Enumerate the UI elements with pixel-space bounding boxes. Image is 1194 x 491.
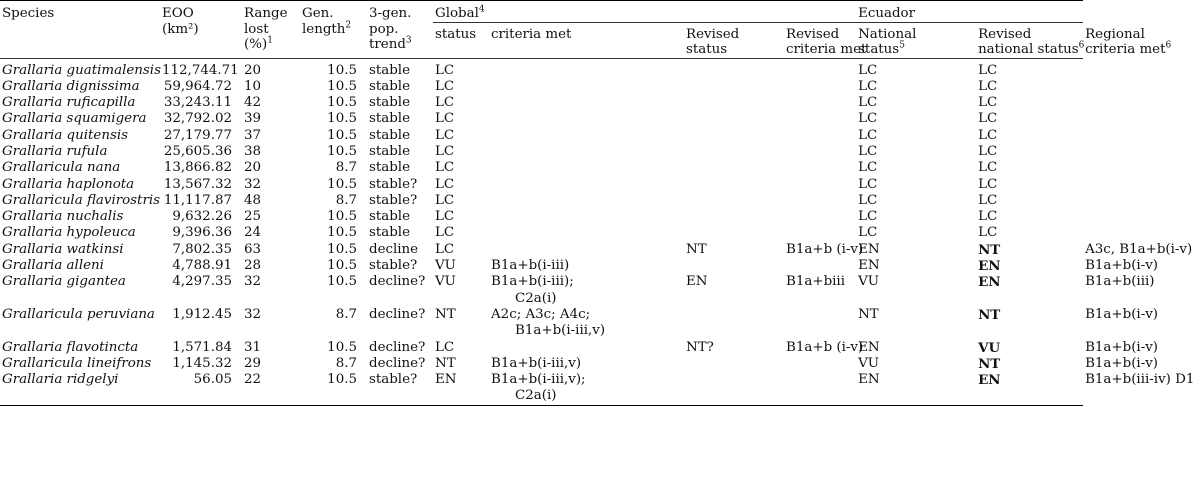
revised-criteria-cell (784, 258, 856, 274)
revised-status-cell (684, 79, 784, 95)
global-status-cell: LC (435, 176, 455, 192)
species-cell: Grallaria watkinsi (2, 241, 124, 257)
range-lost-cell: 38 (244, 143, 262, 159)
species-cell: Grallaria squamigera (2, 111, 147, 127)
pop-trend-cell: stable? (369, 176, 418, 192)
revised-status-cell (684, 193, 784, 209)
revised-national-cell: LC (978, 78, 998, 94)
species-cell: Grallaria dignissima (2, 78, 140, 94)
global-status-cell: LC (435, 111, 455, 127)
national-status-cell: LC (858, 111, 878, 127)
eoo-cell: 27,179.77 (163, 127, 232, 143)
global-criteria-line-2: C2a(i) (515, 388, 557, 404)
global-criteria-line: B1a+b(i-iii,v) (491, 355, 582, 371)
col-header-global-status: status (435, 26, 477, 42)
species-cell: Grallaricula flavirostris (2, 192, 160, 208)
eoo-cell: 4,788.91 (172, 258, 232, 274)
global-criteria-cell (489, 274, 684, 307)
table-row (0, 95, 1083, 111)
global-criteria-cell (489, 95, 684, 111)
species-cell: Grallaria ruficapilla (2, 95, 136, 111)
col-header-species: Species (2, 6, 55, 21)
revised-status-cell (684, 258, 784, 274)
col-header-revised-national: Revised national status$^6$ (978, 26, 1085, 57)
gen-length-cell: 10.5 (327, 339, 357, 355)
national-status-cell: EN (856, 372, 976, 405)
revised-status-cell (684, 356, 784, 372)
revised-status-cell (684, 58, 784, 79)
revised-criteria-cell (784, 95, 856, 111)
revised-status-cell (684, 128, 784, 144)
eoo-cell: 25,605.36 (163, 143, 232, 159)
gen-length-cell: 10.5 (327, 274, 357, 290)
revised-national-cell: NT (978, 306, 1001, 323)
gen-length-cell: 10.5 (327, 241, 357, 257)
eoo-cell: 1,571.84 (172, 339, 232, 355)
global-criteria-cell (489, 372, 684, 405)
revised-national-cell: LC (978, 62, 998, 78)
gen-length-cell: 10.5 (327, 62, 357, 78)
pop-trend-cell: stable (369, 209, 411, 225)
species-cell: Grallaricula nana (2, 160, 121, 176)
global-status-cell: LC (435, 192, 455, 208)
global-criteria-line: A2c; A3c; A4c; (491, 306, 591, 322)
species-cell: Grallaricula lineifrons (2, 355, 152, 371)
gen-length-cell: 10.5 (327, 78, 357, 94)
national-status-cell: LC (858, 78, 878, 94)
table-row (0, 177, 1083, 193)
col-header-eoo: EOO (km²) (162, 6, 199, 37)
national-status-cell: LC (858, 225, 878, 241)
pop-trend-cell: stable (369, 95, 411, 111)
table-row (0, 209, 1083, 225)
range-lost-cell: 32 (244, 176, 262, 192)
revised-criteria-cell (784, 160, 856, 176)
global-criteria-cell (489, 258, 684, 274)
table-row (0, 160, 1083, 176)
pop-trend-cell: decline (369, 241, 419, 257)
species-cell: Grallaria nuchalis (2, 209, 124, 225)
range-lost-cell: 20 (244, 62, 262, 78)
range-lost-cell: 32 (244, 274, 262, 290)
eoo-cell: 32,792.02 (163, 111, 232, 127)
revised-criteria-cell (784, 356, 856, 372)
species-cell: Grallaria flavotincta (2, 339, 139, 355)
pop-trend-cell: stable (369, 62, 411, 78)
col-header-national-status: National status$^5$ (858, 26, 917, 57)
national-status-cell: LC (858, 192, 878, 208)
global-status-cell: VU (435, 258, 456, 274)
revised-national-cell: LC (978, 111, 998, 127)
gen-length-cell: 10.5 (327, 95, 357, 111)
pop-trend-cell: stable? (367, 372, 433, 405)
gen-length-cell: 10.5 (327, 209, 357, 225)
global-criteria-line: B1a+b(i-iii,v); (491, 372, 586, 388)
gen-length-cell: 10.5 (327, 225, 357, 241)
revised-criteria-cell (784, 193, 856, 209)
national-status-cell: LC (858, 160, 878, 176)
pop-trend-cell: stable (369, 127, 411, 143)
revised-criteria-cell: B1a+b (i-v) (786, 339, 864, 355)
pop-trend-cell: stable (369, 225, 411, 241)
range-lost-cell: 25 (244, 209, 262, 225)
revised-status-cell: NT? (686, 339, 714, 355)
revised-status-cell (684, 209, 784, 225)
table-row: Grallaria alleni 4,788.91 28 10.5 stable? VU B1a+b(i-iii) EN EN B1a+b(i-v) (2, 258, 1159, 275)
global-status-cell: LC (435, 95, 455, 111)
revised-criteria-cell (784, 307, 856, 340)
eoo-cell: 9,396.36 (172, 225, 232, 241)
global-criteria-cell (489, 307, 684, 340)
range-lost-cell: 20 (244, 160, 262, 176)
table-row: Grallaria flavotincta 1,571.84 31 10.5 decline? LC NT? B1a+b (i-v) EN VU B1a+b(i-v) (2, 339, 1159, 356)
gen-length-cell: 10.5 (327, 127, 357, 143)
species-cell: Grallaria hypoleuca (2, 225, 136, 241)
global-status-cell: LC (435, 127, 455, 143)
range-lost-cell: 22 (242, 372, 300, 405)
pop-trend-cell: stable (369, 143, 411, 159)
range-lost-cell: 32 (244, 306, 262, 322)
pop-trend-cell: stable (369, 111, 411, 127)
group-header-ecuador: Ecuador (856, 1, 1083, 23)
global-criteria-line: B1a+b(i-iii); (491, 274, 574, 290)
col-header-global-criteria: criteria met (491, 26, 572, 42)
table-row (0, 58, 1083, 79)
revised-national-cell: EN (976, 372, 1083, 405)
eoo-cell: 13,866.82 (163, 160, 232, 176)
revised-national-cell: LC (978, 143, 998, 159)
species-cell: Grallaria quitensis (2, 127, 128, 143)
global-criteria-cell (489, 128, 684, 144)
gen-length-cell: 10.5 (300, 372, 367, 405)
table-row (0, 128, 1083, 144)
species-cell: Grallaria guatimalensis (2, 62, 161, 78)
global-status-cell: LC (435, 225, 455, 241)
eoo-cell: 4,297.35 (172, 274, 232, 290)
table-row: Grallaria watkinsi 7,802.35 63 10.5 decline LC NT B1a+b (i-v) EN NT A3c, B1a+b(i-v) (2, 241, 1193, 258)
revised-status-cell (684, 225, 784, 241)
national-status-cell: LC (858, 127, 878, 143)
eoo-cell: 7,802.35 (172, 241, 232, 257)
revised-national-cell: EN (978, 274, 1001, 291)
pop-trend-cell: stable? (369, 192, 418, 208)
national-status-cell: EN (858, 241, 880, 257)
national-status-cell: LC (858, 95, 878, 111)
table-row (0, 111, 1083, 127)
revised-criteria-cell (784, 58, 856, 79)
global-criteria-line-2: C2a(i) (515, 290, 557, 306)
revised-status-cell: NT (686, 241, 707, 257)
species-cell: Grallaria gigantea (2, 274, 126, 290)
global-status-cell: LC (435, 241, 455, 257)
range-lost-cell: 48 (244, 192, 262, 208)
table-row: Grallaricula lineifrons 1,145.32 29 8.7 decline? NT B1a+b(i-iii,v) VU NT B1a+b(i-v) (2, 355, 1159, 372)
global-status-cell: NT (435, 306, 456, 322)
revised-national-cell: EN (978, 258, 1001, 275)
revised-national-cell: LC (978, 209, 998, 225)
global-criteria-cell (489, 225, 684, 241)
global-status-cell: LC (435, 209, 455, 225)
table-row (0, 225, 1083, 241)
global-criteria-cell (489, 209, 684, 225)
global-criteria-cell (489, 177, 684, 193)
national-status-cell: EN (858, 339, 880, 355)
revised-criteria-cell (784, 144, 856, 160)
revised-status-cell (684, 372, 784, 405)
revised-status-cell (684, 307, 784, 340)
revised-national-cell: NT (978, 355, 1001, 372)
revised-status-cell (684, 160, 784, 176)
table-row (0, 79, 1083, 95)
revised-status-cell (684, 177, 784, 193)
revised-national-cell: VU (978, 339, 1001, 356)
global-status-cell: EN (433, 372, 489, 405)
revised-criteria-cell (784, 111, 856, 127)
species-cell: Grallaria ridgelyi (0, 372, 160, 405)
pop-trend-cell: stable (369, 160, 411, 176)
global-criteria-cell (489, 58, 684, 79)
global-criteria-cell (489, 356, 684, 372)
eoo-cell: 1,145.32 (172, 355, 232, 371)
range-lost-cell: 10 (244, 78, 262, 94)
revised-national-cell: LC (978, 225, 998, 241)
eoo-cell: 33,243.11 (163, 95, 232, 111)
global-criteria-cell (489, 160, 684, 176)
global-status-cell: NT (435, 355, 456, 371)
species-cell: Grallaria alleni (2, 258, 104, 274)
global-status-cell: VU (435, 274, 456, 290)
col-header-revised-status: Revised status (686, 26, 740, 57)
revised-national-cell: LC (978, 127, 998, 143)
pop-trend-cell: decline? (369, 274, 426, 290)
revised-criteria-cell: B1a+b (i-v) (786, 241, 864, 257)
global-criteria-cell (489, 111, 684, 127)
revised-criteria-cell (784, 177, 856, 193)
global-status-cell: LC (435, 62, 455, 78)
species-cell: Grallaricula peruviana (2, 306, 155, 322)
revised-criteria-cell: B1a+biii (786, 274, 845, 290)
revised-national-cell: LC (978, 192, 998, 208)
col-header-pop-trend: 3-gen. pop. trend$^3$ (369, 6, 412, 52)
range-lost-cell: 28 (244, 258, 262, 274)
revised-criteria-cell (784, 225, 856, 241)
gen-length-cell: 10.5 (327, 111, 357, 127)
eoo-cell: 56.05 (160, 372, 242, 405)
table-row: Grallaria gigantea 4,297.35 32 10.5 decline? VU B1a+b(i-iii); C2a(i) EN B1a+biii VU EN B1a+b(iii) (2, 274, 1155, 306)
gen-length-cell: 10.5 (327, 143, 357, 159)
global-criteria-cell (489, 340, 684, 356)
revised-national-cell: NT (978, 241, 1001, 258)
pop-trend-cell: stable (369, 78, 411, 94)
revised-status-cell (684, 95, 784, 111)
revised-national-cell: LC (978, 176, 998, 192)
pop-trend-cell: decline? (369, 339, 426, 355)
global-criteria-line: B1a+b(i-iii) (491, 258, 570, 274)
eoo-cell: 112,744.71 (162, 62, 239, 78)
gen-length-cell: 10.5 (327, 176, 357, 192)
eoo-cell: 59,964.72 (163, 78, 232, 94)
revised-criteria-cell (784, 209, 856, 225)
eoo-cell: 1,912.45 (172, 306, 232, 322)
range-lost-cell: 24 (244, 225, 262, 241)
national-status-cell: LC (858, 209, 878, 225)
gen-length-cell: 8.7 (335, 355, 357, 371)
gen-length-cell: 8.7 (335, 306, 357, 322)
group-header-global: Global$^4$ (433, 1, 856, 23)
species-cell: Grallaria haplonota (2, 176, 135, 192)
range-lost-cell: 31 (244, 339, 262, 355)
global-status-cell: LC (435, 78, 455, 94)
range-lost-cell: 63 (244, 241, 262, 257)
global-status-cell: LC (435, 339, 455, 355)
pop-trend-cell: decline? (369, 355, 426, 371)
eoo-cell: 9,632.26 (172, 209, 232, 225)
table-row: Grallaria ridgelyi 56.05 22 10.5 stable? EN B1a+b(i-iii,v); C2a(i) EN EN B1a+b(iii-iv) D1 (2, 372, 1194, 404)
gen-length-cell: 10.5 (327, 258, 357, 274)
global-criteria-line-2: B1a+b(i-iii,v) (515, 323, 606, 339)
global-status-cell: LC (435, 160, 455, 176)
revised-national-cell: LC (978, 95, 998, 111)
revised-status-cell: EN (686, 274, 708, 290)
table-body (0, 58, 1194, 405)
national-status-cell: NT (858, 306, 879, 322)
revised-criteria-cell (784, 79, 856, 95)
col-header-revised-criteria: Revised criteria met (786, 26, 867, 57)
revised-criteria-cell (784, 128, 856, 144)
national-status-cell: LC (858, 62, 878, 78)
header-row-1 (0, 1, 1083, 23)
global-status-cell: LC (435, 143, 455, 159)
col-header-gen-length: Gen. length$^2$ (302, 6, 352, 37)
pop-trend-cell: decline? (369, 306, 426, 322)
revised-status-cell (684, 111, 784, 127)
national-status-cell: LC (858, 143, 878, 159)
global-criteria-cell (489, 144, 684, 160)
national-status-cell: VU (858, 355, 880, 371)
table-row: Grallaricula peruviana 1,912.45 32 8.7 decline? NT A2c; A3c; A4c; B1a+b(i-iii,v) NT NT B1a+b(i-v) (2, 306, 1159, 339)
national-status-cell: VU (858, 274, 880, 290)
national-status-cell: LC (858, 176, 878, 192)
revised-criteria-cell (784, 372, 856, 405)
revised-national-cell: LC (978, 160, 998, 176)
col-header-range-lost: Range lost (%)$^1$ (244, 6, 288, 52)
global-criteria-cell (489, 242, 684, 258)
gen-length-cell: 8.7 (335, 160, 357, 176)
range-lost-cell: 39 (244, 111, 262, 127)
range-lost-cell: 42 (244, 95, 262, 111)
national-status-cell: EN (858, 258, 880, 274)
gen-length-cell: 8.7 (335, 192, 357, 208)
header-row-2: status criteria met Revised status Revised criteria met National status$^5$ Revised national status$^6$ Regional criteria met$^6$ (0, 22, 1083, 58)
table-row (0, 144, 1083, 160)
eoo-cell: 13,567.32 (163, 176, 232, 192)
revised-status-cell (684, 144, 784, 160)
species-cell: Grallaria rufula (2, 143, 108, 159)
range-lost-cell: 29 (244, 355, 262, 371)
range-lost-cell: 37 (244, 127, 262, 143)
global-criteria-cell (489, 79, 684, 95)
pop-trend-cell: stable? (369, 258, 418, 274)
eoo-cell: 11,117.87 (163, 192, 232, 208)
table-row (0, 193, 1083, 209)
global-criteria-cell (489, 193, 684, 209)
